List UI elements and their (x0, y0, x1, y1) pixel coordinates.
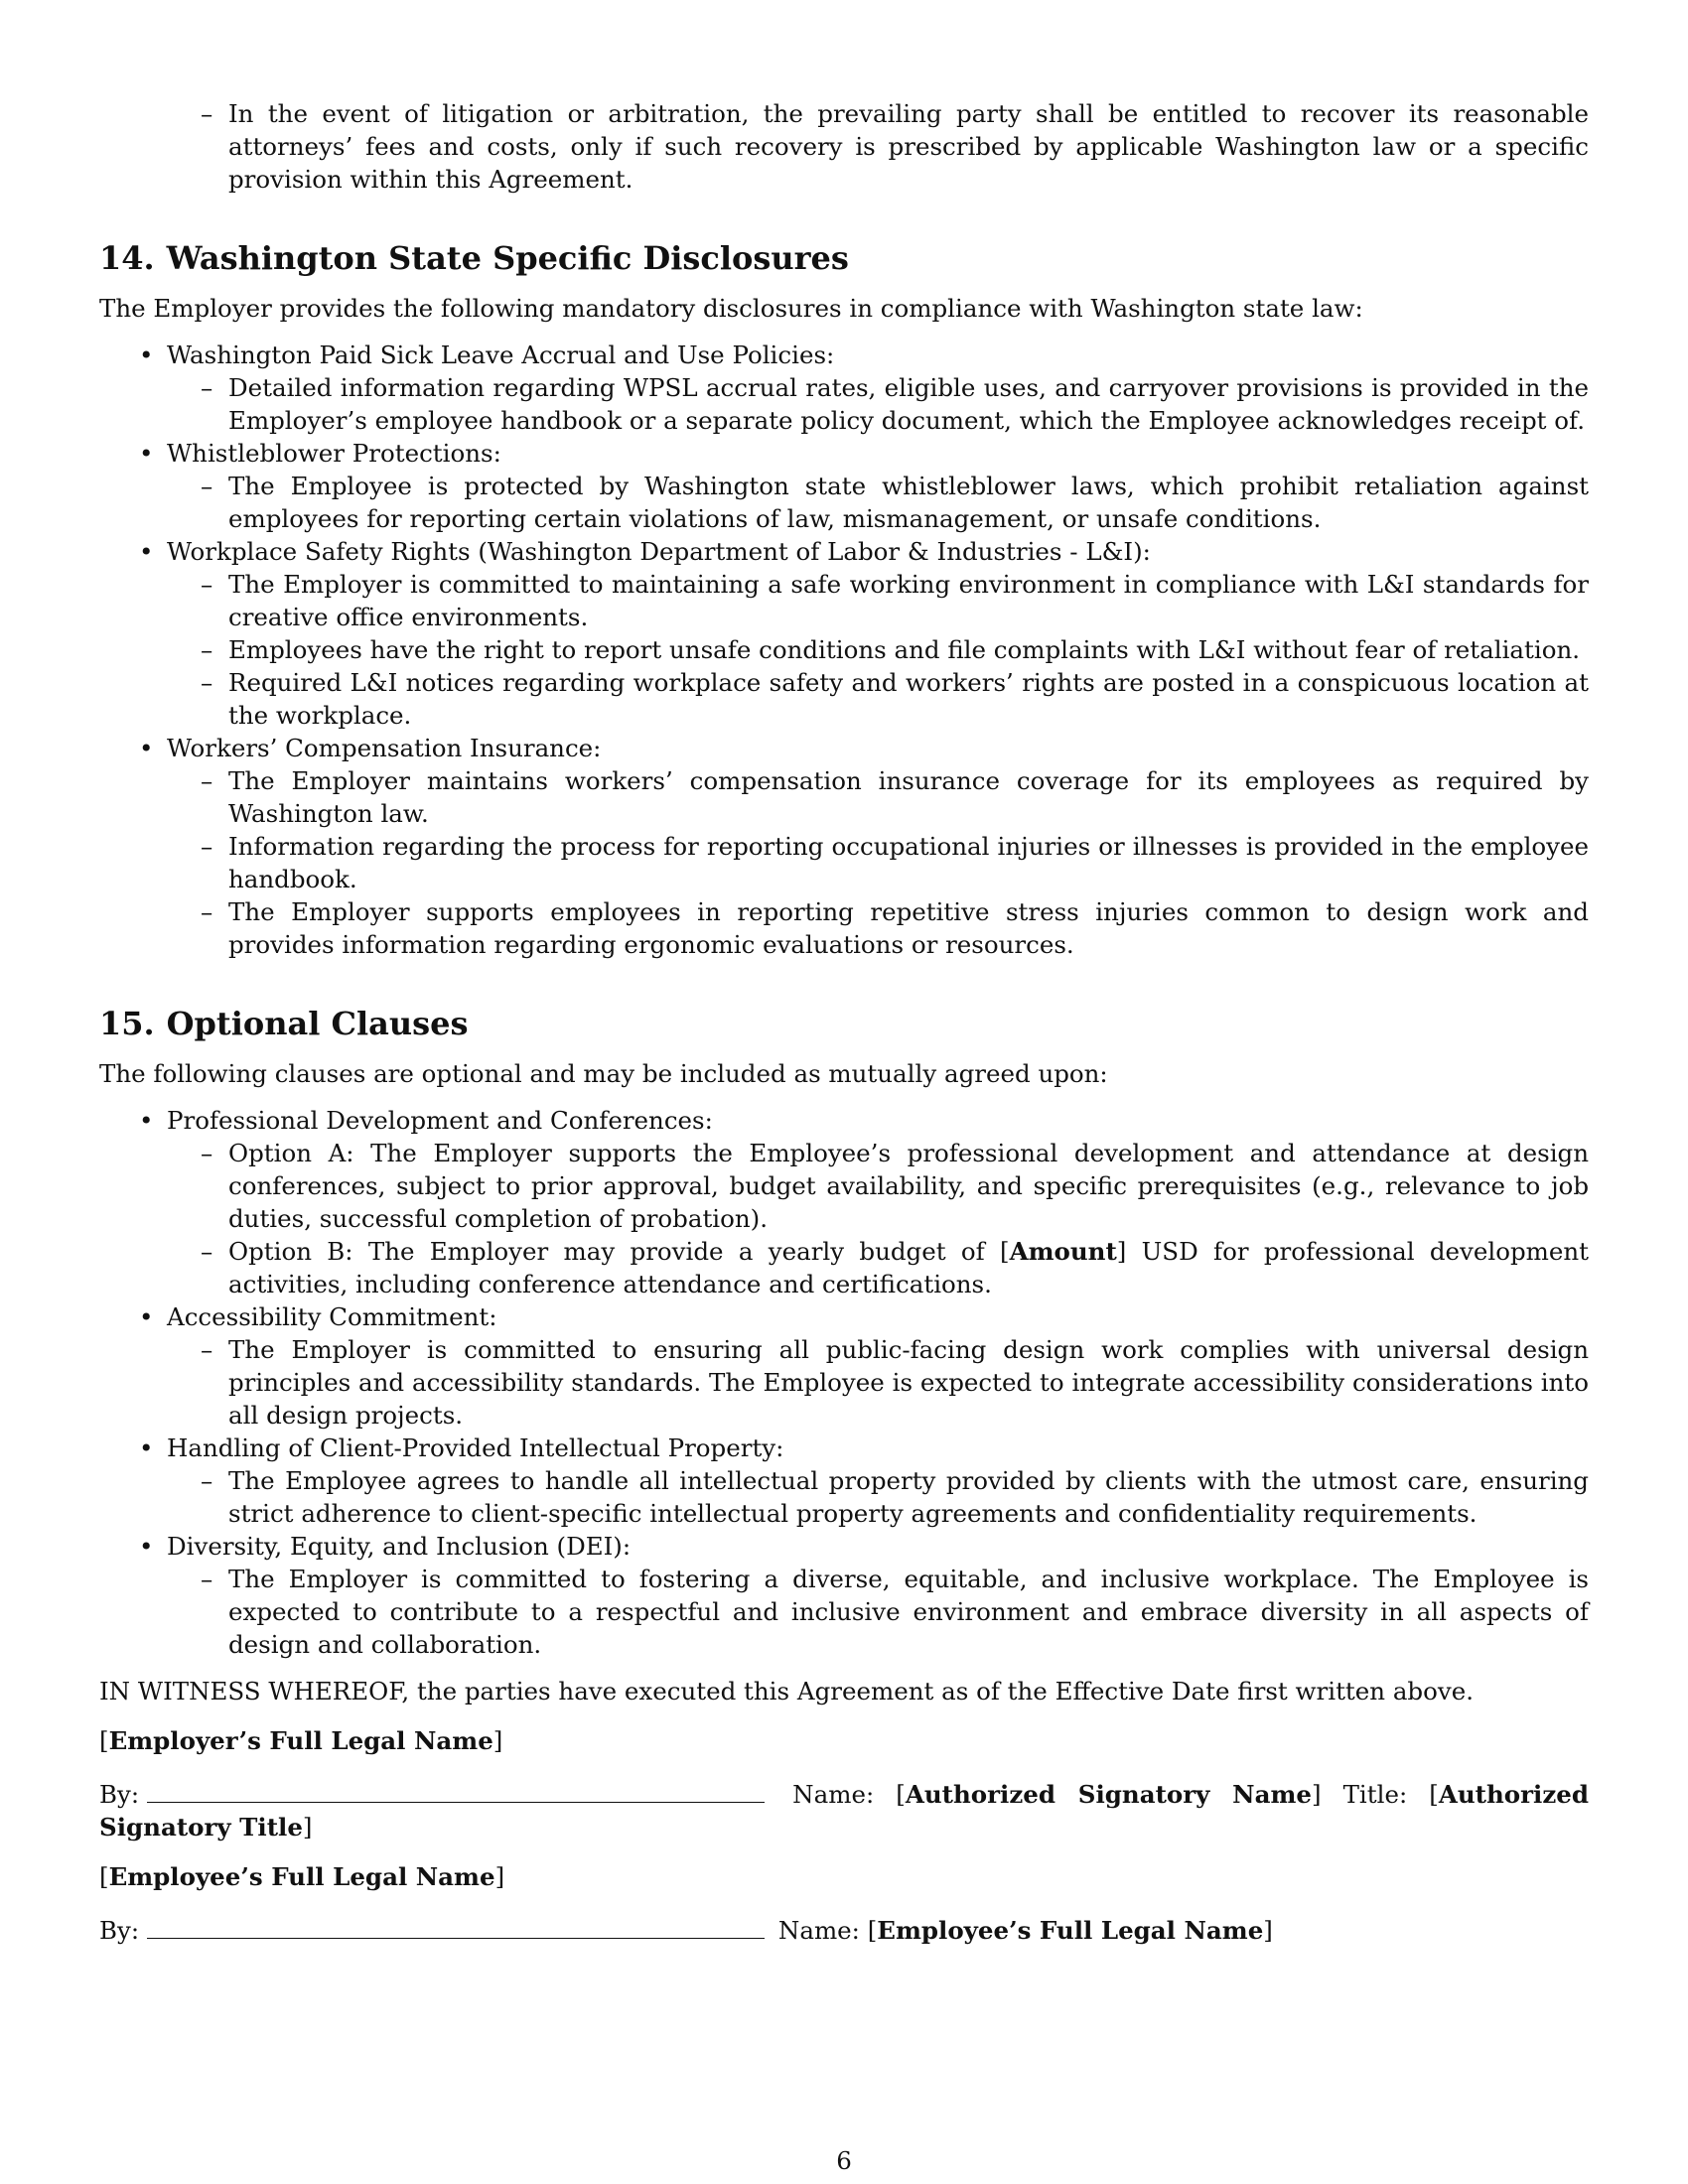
list-item (167, 1300, 1589, 1432)
sub-list-item: – Information regarding the process for reporting occupational injuries or illnesses is provided in the employee handbook. (228, 830, 1589, 895)
employee-signatory-name-placeholder: Employee’s Full Legal Name (877, 1916, 1264, 1945)
sub-list (167, 1137, 1589, 1300)
sub-list-item: – The Employer maintains workers’ compensation insurance coverage for its employees as required by Washington law. (228, 764, 1589, 830)
list-item-label: Professional Development and Conferences: (167, 1106, 713, 1135)
signature-blank (147, 1910, 765, 1939)
signatory-title-placeholder: Authorized Signatory Title (99, 1780, 1589, 1842)
list-item (167, 1104, 1589, 1300)
section-title: Optional Clauses (166, 1005, 469, 1042)
list-item (167, 339, 1589, 437)
sub-list-item-option-b (228, 1235, 1589, 1300)
list-item (167, 437, 1589, 535)
by-label: By: (99, 1916, 140, 1945)
carryover-list (99, 97, 1589, 196)
by-label: By: (99, 1780, 140, 1809)
list-item (167, 535, 1589, 732)
amount-placeholder: Amount (1009, 1237, 1117, 1266)
list-item (167, 1432, 1589, 1530)
section-14-intro: The Employer provides the following mandatory disclosures in compliance with Washington state law: (99, 294, 1363, 323)
list-item (167, 732, 1589, 961)
section-14-list (99, 339, 1589, 961)
carryover-item: – In the event of litigation or arbitration, the prevailing party shall be entitled to recover its reasonable attorneys’ fees and costs, only if such recovery is prescribed by applicable Washington law or a specific provision within this Agreement. (228, 97, 1589, 196)
witness-statement: IN WITNESS WHEREOF, the parties have executed this Agreement as of the Effective Date first written above. (99, 1677, 1474, 1706)
document-page (99, 97, 1589, 1947)
list-item (167, 1530, 1589, 1661)
title-label: Title: (1342, 1780, 1408, 1809)
sub-list-item: – The Employer is committed to fostering a diverse, equitable, and inclusive workplace. The Employee is expected to contribute to a respectful and inclusive environment and embrace diversity in all aspects of design and collaboration. (228, 1563, 1589, 1661)
section-number: 14. (99, 239, 155, 277)
employee-party-name: [Employee’s Full Legal Name] (99, 1862, 505, 1891)
sub-list-item: – The Employer is committed to ensuring all public-facing design work complies with universal design principles and accessibility standards. The Employee is expected to integrate accessibility considerations into all design projects. (228, 1333, 1589, 1432)
employer-signature-line: By: Name: [Authorized Signatory Name] Title: [Authorized Signatory Title] (99, 1774, 1589, 1843)
sub-list (167, 1563, 1589, 1661)
option-b-text: ] USD for professional development activities, including conference attendance and certifications. (228, 1237, 1589, 1298)
sub-list (167, 1333, 1589, 1432)
sub-list (167, 371, 1589, 437)
employer-party-name: [Employer’s Full Legal Name] (99, 1726, 503, 1755)
sub-list-item: – The Employer supports employees in reporting repetitive stress injuries common to design work and provides information regarding ergonomic evaluations or resources. (228, 895, 1589, 961)
signature-blank (147, 1774, 765, 1803)
section-number: 15. (99, 1005, 155, 1042)
list-item-label: Workers’ Compensation Insurance: (167, 734, 602, 762)
sub-list-item-option-a: – Option A: The Employer supports the Employee’s professional development and attendance at design conferences, subject to prior approval, budget availability, and specific prerequisites (e.g., relevance to job duties, successful completion of probation). (228, 1137, 1589, 1235)
employee-signature-line: By: Name: [Employee’s Full Legal Name] (99, 1910, 1589, 1947)
list-item-label: Washington Paid Sick Leave Accrual and Use Policies: (167, 341, 835, 369)
list-item-label: Workplace Safety Rights (Washington Department of Labor & Industries - L&I): (167, 537, 1151, 566)
list-item-label: Accessibility Commitment: (167, 1302, 497, 1331)
sub-list (167, 1464, 1589, 1530)
employee-name-placeholder: Employee’s Full Legal Name (108, 1862, 495, 1891)
sub-list-item: – Detailed information regarding WPSL accrual rates, eligible uses, and carryover provisions is provided in the Employer’s employee handbook or a separate policy document, which the Employee acknowledges receipt of. (228, 371, 1589, 437)
section-15-heading (99, 1004, 1589, 1043)
sub-list (167, 470, 1589, 535)
sub-list-item: – The Employer is committed to maintaining a safe working environment in compliance with L&I standards for creative office environments. (228, 568, 1589, 633)
sub-list-item: – Required L&I notices regarding workplace safety and workers’ rights are posted in a conspicuous location at the workplace. (228, 666, 1589, 732)
signatory-name-placeholder: Authorized Signatory Name (905, 1780, 1312, 1809)
sub-list (167, 764, 1589, 961)
list-item-label: Handling of Client-Provided Intellectual Property: (167, 1433, 784, 1462)
sub-list (167, 568, 1589, 732)
option-b-text: Option B: The Employer may provide a yearly budget of [ (228, 1237, 1010, 1266)
list-item-label: Whistleblower Protections: (167, 439, 501, 468)
section-15-intro: The following clauses are optional and may be included as mutually agreed upon: (99, 1059, 1108, 1088)
sub-list-item: – The Employee agrees to handle all intellectual property provided by clients with the utmost care, ensuring strict adherence to client-specific intellectual property agreements and confidentiality requirements. (228, 1464, 1589, 1530)
sub-list-item: – Employees have the right to report unsafe conditions and file complaints with L&I without fear of retaliation. (228, 633, 1589, 666)
section-15-list (99, 1104, 1589, 1661)
list-item-label: Diversity, Equity, and Inclusion (DEI): (167, 1532, 632, 1561)
section-title: Washington State Specific Disclosures (166, 239, 849, 277)
name-label: Name: (777, 1916, 860, 1945)
section-14-heading (99, 238, 1589, 278)
sub-list-item: – The Employee is protected by Washington state whistleblower laws, which prohibit retaliation against employees for reporting certain violations of law, mismanagement, or unsafe conditions. (228, 470, 1589, 535)
employer-name-placeholder: Employer’s Full Legal Name (108, 1726, 493, 1755)
name-label: Name: (792, 1780, 875, 1809)
page-number: 6 (836, 2146, 852, 2175)
